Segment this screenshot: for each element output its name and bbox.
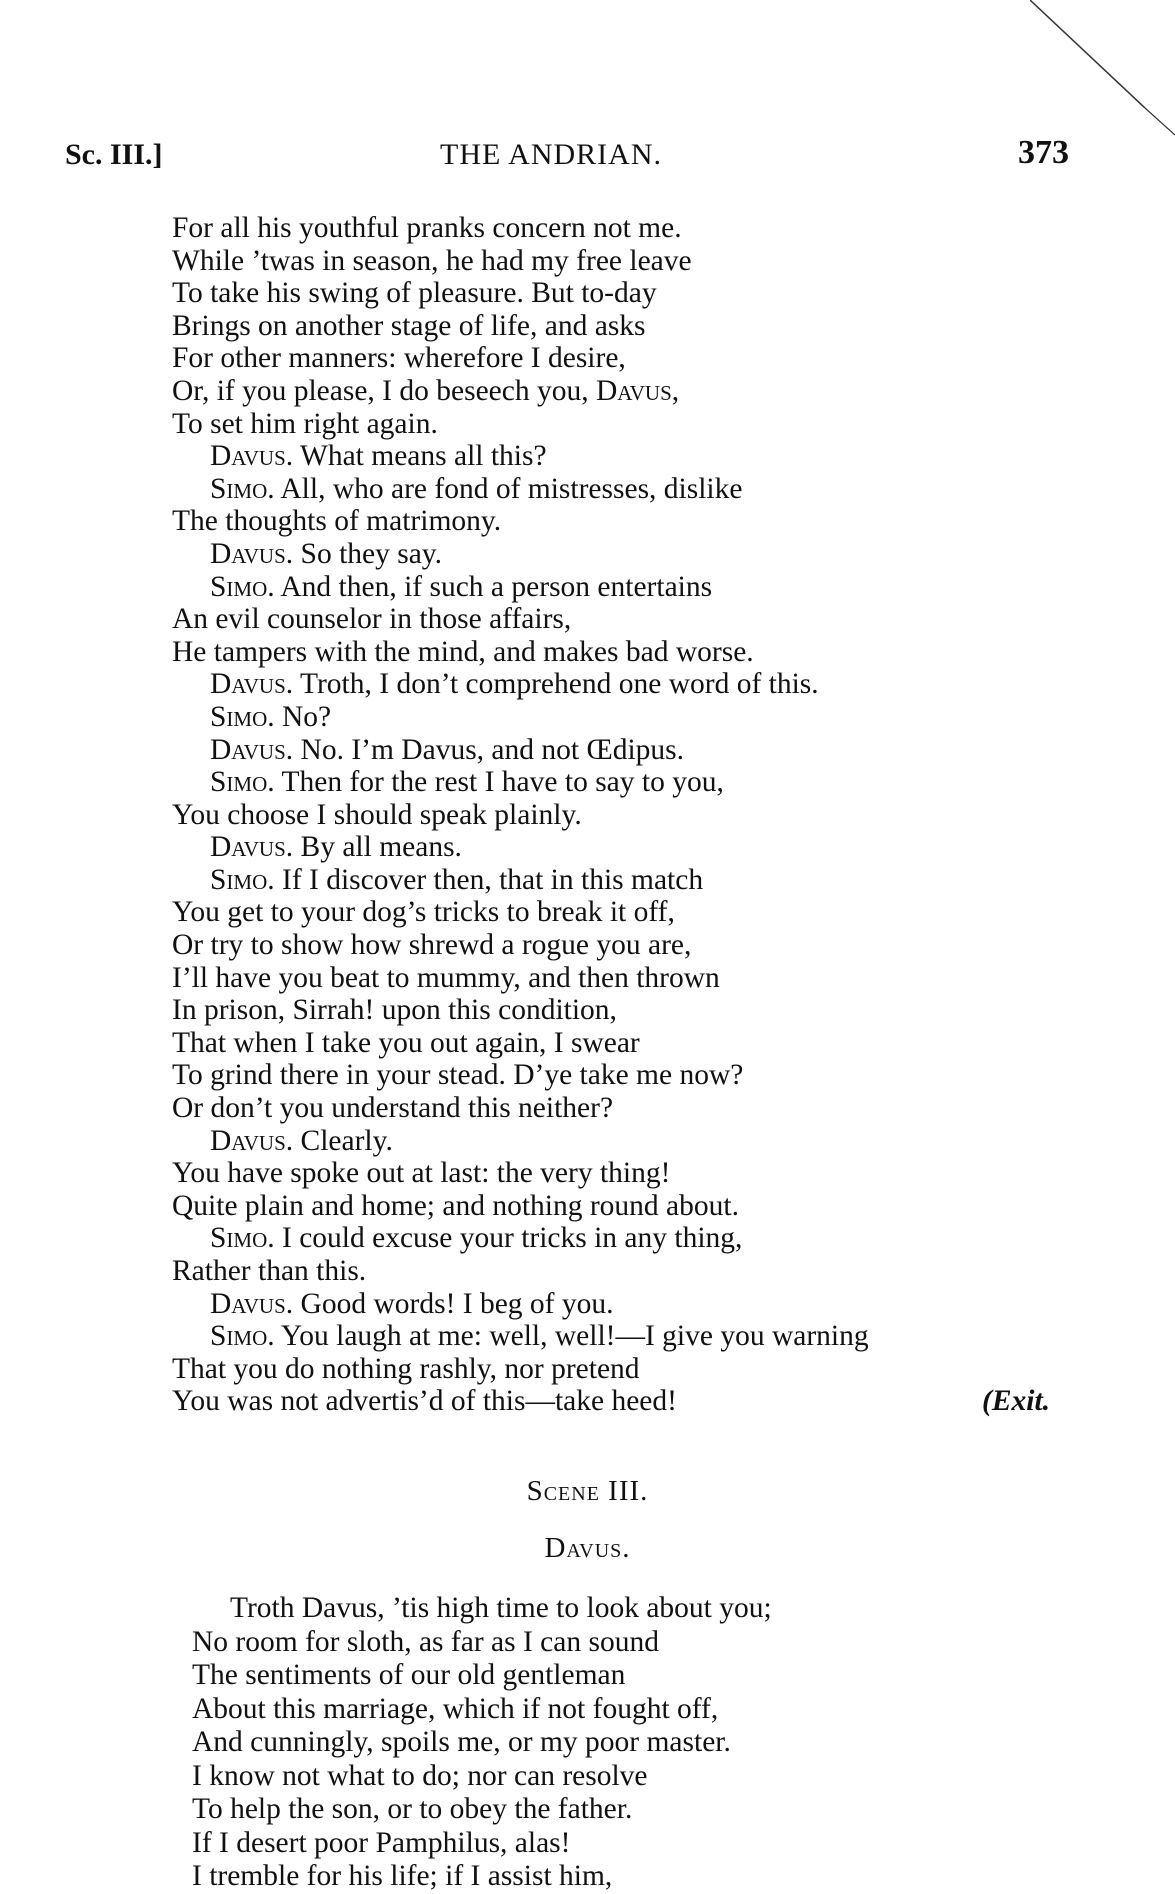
verse-line [172, 1320, 1102, 1353]
line-text: All, who are fond of mistresses, dislike [274, 472, 743, 505]
verse-line [172, 603, 1102, 636]
speaker-name: Davus. [210, 733, 294, 766]
line-text: Quite plain and home; and nothing round about. [172, 1189, 739, 1222]
verse-line: If I desert poor Pamphilus, alas! [192, 1826, 571, 1859]
scene-speaker: Davus. [544, 1532, 631, 1564]
speaker-name: Simo. [210, 863, 275, 896]
line-text: You choose I should speak plainly. [172, 798, 582, 831]
line-text: If I discover then, that in this match [274, 863, 704, 896]
line-text: What means all this? [293, 440, 547, 473]
speaker-name: Davus. [210, 831, 294, 864]
verse-line [172, 1190, 1102, 1223]
verse-line: I know not what to do; nor can resolve [192, 1759, 648, 1792]
line-text: No? [274, 700, 332, 733]
line-text: That when I take you out again, I swear [172, 1026, 640, 1059]
verse-line [172, 896, 1102, 929]
line-text: You get to your dog’s tricks to break it off, [172, 896, 675, 929]
line-text: Or try to show how shrewd a rogue you are, [172, 929, 692, 962]
scene-reference: Sc. III.] [65, 138, 163, 171]
verse-line [172, 245, 1102, 278]
speaker-name: Simo. [210, 472, 275, 505]
line-text: I’ll have you beat to mummy, and then thrown [172, 961, 720, 994]
verse-line: Troth Davus, ’tis high time to look about you; [230, 1592, 772, 1624]
verse-line: No room for sloth, as far as I can sound [192, 1625, 659, 1658]
verse-line [172, 342, 1102, 375]
verse-line [172, 1222, 1102, 1255]
line-text: Rather than this. [172, 1255, 367, 1287]
scene-heading: Scene III. [526, 1475, 649, 1507]
verse-line [172, 1092, 1102, 1125]
line-text: For other manners: wherefore I desire, [172, 342, 626, 375]
line-text: To take his swing of pleasure. But to-day [172, 277, 657, 310]
verse-line [172, 799, 1102, 832]
line-text: To set him right again. [172, 407, 438, 440]
verse-line [172, 1157, 1102, 1190]
verse-line [172, 538, 1102, 571]
line-text: You laugh at me: well, well!—I give you warning [274, 1320, 869, 1353]
scene-monologue [192, 1592, 1122, 1894]
line-text: Then for the rest I have to say to you, [274, 766, 724, 799]
verse-line [172, 929, 1102, 962]
speaker-name: Davus. [210, 1287, 294, 1320]
verse-line: About this marriage, which if not fought off, [192, 1692, 719, 1725]
speaker-name-inline: Davus, [595, 374, 680, 407]
verse-line [172, 636, 1102, 669]
line-text: Or don’t you understand this neither? [172, 1092, 614, 1125]
line-text: Clearly. [293, 1124, 393, 1157]
line-text: An evil counselor in those affairs, [172, 603, 572, 636]
verse-line: To help the son, or to obey the father. [192, 1793, 633, 1825]
verse-line [172, 1027, 1102, 1060]
speaker-name: Davus. [210, 668, 294, 701]
verse-line [172, 831, 1102, 864]
verse-line [172, 1059, 1102, 1092]
verse-line [172, 701, 1102, 734]
line-text: To grind there in your stead. D’ye take me now? [172, 1059, 744, 1092]
line-text: The thoughts of matrimony. [172, 505, 502, 538]
line-text: No. I’m Davus, and not Œdipus. [293, 733, 685, 766]
line-text: By all means. [293, 831, 462, 864]
verse-line [172, 864, 1102, 897]
speaker-name: Davus. [210, 537, 294, 570]
verse-line [172, 310, 1102, 343]
verse-line: The sentiments of our old gentleman [192, 1659, 626, 1691]
line-text: While ’twas in season, he had my free leave [172, 244, 692, 277]
verse-line [172, 962, 1102, 995]
verse-line [172, 212, 1102, 245]
verse-line [172, 571, 1102, 604]
verse-line [172, 994, 1102, 1027]
page-number: 373 [1018, 134, 1069, 171]
speaker-name: Simo. [210, 1222, 275, 1255]
speaker-name: Simo. [210, 766, 275, 799]
line-text: Or, if you please, I do beseech you, [172, 374, 596, 407]
line-text: I could excuse your tricks in any thing, [274, 1222, 743, 1255]
line-text: You was not advertis’d of this—take heed! [172, 1385, 677, 1418]
verse-line [172, 1385, 1102, 1418]
line-text: And then, if such a person entertains [274, 570, 713, 603]
verse-line [172, 1255, 1102, 1288]
running-header [0, 134, 1175, 182]
line-text: That you do nothing rashly, nor pretend [172, 1352, 640, 1385]
verse-line [172, 505, 1102, 538]
verse-line [172, 1125, 1102, 1158]
play-title: THE ANDRIAN. [440, 138, 662, 171]
verse-line [172, 734, 1102, 767]
verse-line [172, 375, 1102, 408]
line-text: Troth, I don’t comprehend one word of this. [293, 668, 819, 701]
page-corner-mark [1030, 0, 1175, 140]
verse-line [172, 1288, 1102, 1321]
verse-line: And cunningly, spoils me, or my poor master. [192, 1726, 731, 1758]
speaker-name: Davus. [210, 1124, 294, 1157]
speaker-name: Simo. [210, 570, 275, 603]
verse-line [172, 440, 1102, 473]
speaker-name: Davus. [210, 440, 294, 473]
speaker-name: Simo. [210, 700, 275, 733]
line-text: For all his youthful pranks concern not me. [172, 212, 682, 244]
line-text: He tampers with the mind, and makes bad worse. [172, 635, 754, 668]
verse-line [172, 473, 1102, 506]
verse-line [172, 766, 1102, 799]
line-text: Brings on another stage of life, and asks [172, 309, 646, 342]
verse-line [172, 408, 1102, 441]
verse-line [172, 277, 1102, 310]
verse-line [172, 668, 1102, 701]
dialogue-block [172, 212, 1102, 1418]
line-text: In prison, Sirrah! upon this condition, [172, 994, 617, 1027]
verse-line: I tremble for his life; if I assist him, [192, 1860, 613, 1892]
line-text: Good words! I beg of you. [293, 1287, 614, 1320]
speaker-name: Simo. [210, 1320, 275, 1353]
stage-direction: (Exit. [982, 1385, 1051, 1418]
line-text: So they say. [293, 537, 443, 570]
line-text: You have spoke out at last: the very thing! [172, 1157, 671, 1190]
verse-line [172, 1353, 1102, 1386]
